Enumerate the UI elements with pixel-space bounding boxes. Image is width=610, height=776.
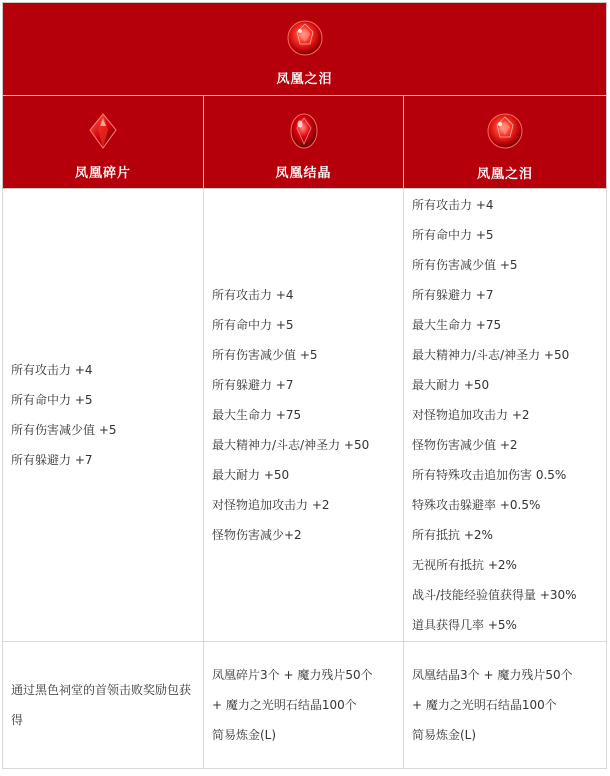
source-cell-shard	[3, 642, 204, 769]
list-item: 最大耐力 +50	[212, 468, 290, 482]
stats-cell-shard	[3, 189, 204, 642]
red-gem-round-icon	[285, 18, 325, 58]
list-item: 所有抵抗 +2%	[412, 528, 493, 542]
stats-list	[212, 280, 403, 550]
phoenix-items-table	[2, 2, 607, 769]
column-label-tear: 凤凰之泪	[477, 166, 534, 182]
list-item: 所有躲避力 +7	[412, 288, 494, 302]
source-cell-tear	[404, 642, 607, 769]
red-gem-oval-icon	[287, 112, 321, 150]
column-header-tear	[404, 96, 607, 189]
list-item: 最大生命力 +75	[412, 318, 502, 332]
list-item: 所有命中力 +5	[212, 318, 294, 332]
red-gem-round-icon	[485, 111, 525, 151]
list-item: 最大精神力/斗志/神圣力 +50	[212, 438, 370, 452]
list-item: 所有躲避力 +7	[11, 453, 93, 467]
source-list	[212, 660, 397, 750]
column-label-crystal: 凤凰结晶	[275, 165, 332, 181]
stats-list	[11, 355, 203, 475]
list-item: 所有命中力 +5	[11, 393, 93, 407]
stats-row	[3, 189, 607, 642]
source-list	[412, 660, 600, 750]
source-row	[3, 642, 607, 769]
column-header-crystal	[204, 96, 404, 189]
column-header-shard	[3, 96, 204, 189]
list-item: 简易炼金(L)	[212, 728, 277, 742]
list-item: 无视所有抵抗 +2%	[412, 558, 517, 572]
list-item: 所有特殊攻击追加伤害 0.5%	[412, 468, 567, 482]
source-text: 通过黑色祠堂的首领击败奖励包获得	[11, 683, 192, 727]
list-item: 所有躲避力 +7	[212, 378, 294, 392]
list-item: 道具获得几率 +5%	[412, 618, 517, 632]
stats-cell-crystal	[204, 189, 404, 642]
list-item: 所有伤害减少值 +5	[412, 258, 518, 272]
title-cell	[3, 3, 607, 96]
list-item: + 魔力之光明石结晶100个	[212, 698, 357, 712]
list-item: 最大精神力/斗志/神圣力 +50	[412, 348, 570, 362]
list-item: 凤凰结晶3个 + 魔力残片50个	[412, 668, 573, 682]
title-row	[3, 3, 607, 96]
list-item: 凤凰碎片3个 + 魔力残片50个	[212, 668, 373, 682]
source-cell-crystal	[204, 642, 404, 769]
list-item: 最大耐力 +50	[412, 378, 490, 392]
stats-list	[412, 190, 606, 640]
stats-cell-tear	[404, 189, 607, 642]
list-item: 战斗/技能经验值获得量 +30%	[412, 588, 577, 602]
list-item: 所有伤害减少值 +5	[212, 348, 318, 362]
header-row	[3, 96, 607, 189]
list-item: 所有命中力 +5	[412, 228, 494, 242]
list-item: 所有攻击力 +4	[412, 198, 494, 212]
list-item: + 魔力之光明石结晶100个	[412, 698, 557, 712]
list-item: 所有伤害减少值 +5	[11, 423, 117, 437]
red-gem-shard-icon	[86, 112, 120, 150]
list-item: 对怪物追加攻击力 +2	[412, 408, 530, 422]
list-item: 怪物伤害减少+2	[212, 528, 302, 542]
list-item: 怪物伤害减少值 +2	[412, 438, 518, 452]
list-item: 所有攻击力 +4	[11, 363, 93, 377]
column-label-shard: 凤凰碎片	[74, 165, 131, 181]
page-title: 凤凰之泪	[276, 71, 333, 87]
list-item: 特殊攻击躲避率 +0.5%	[412, 498, 541, 512]
list-item: 简易炼金(L)	[412, 728, 477, 742]
list-item: 对怪物追加攻击力 +2	[212, 498, 330, 512]
list-item: 最大生命力 +75	[212, 408, 302, 422]
list-item: 所有攻击力 +4	[212, 288, 294, 302]
